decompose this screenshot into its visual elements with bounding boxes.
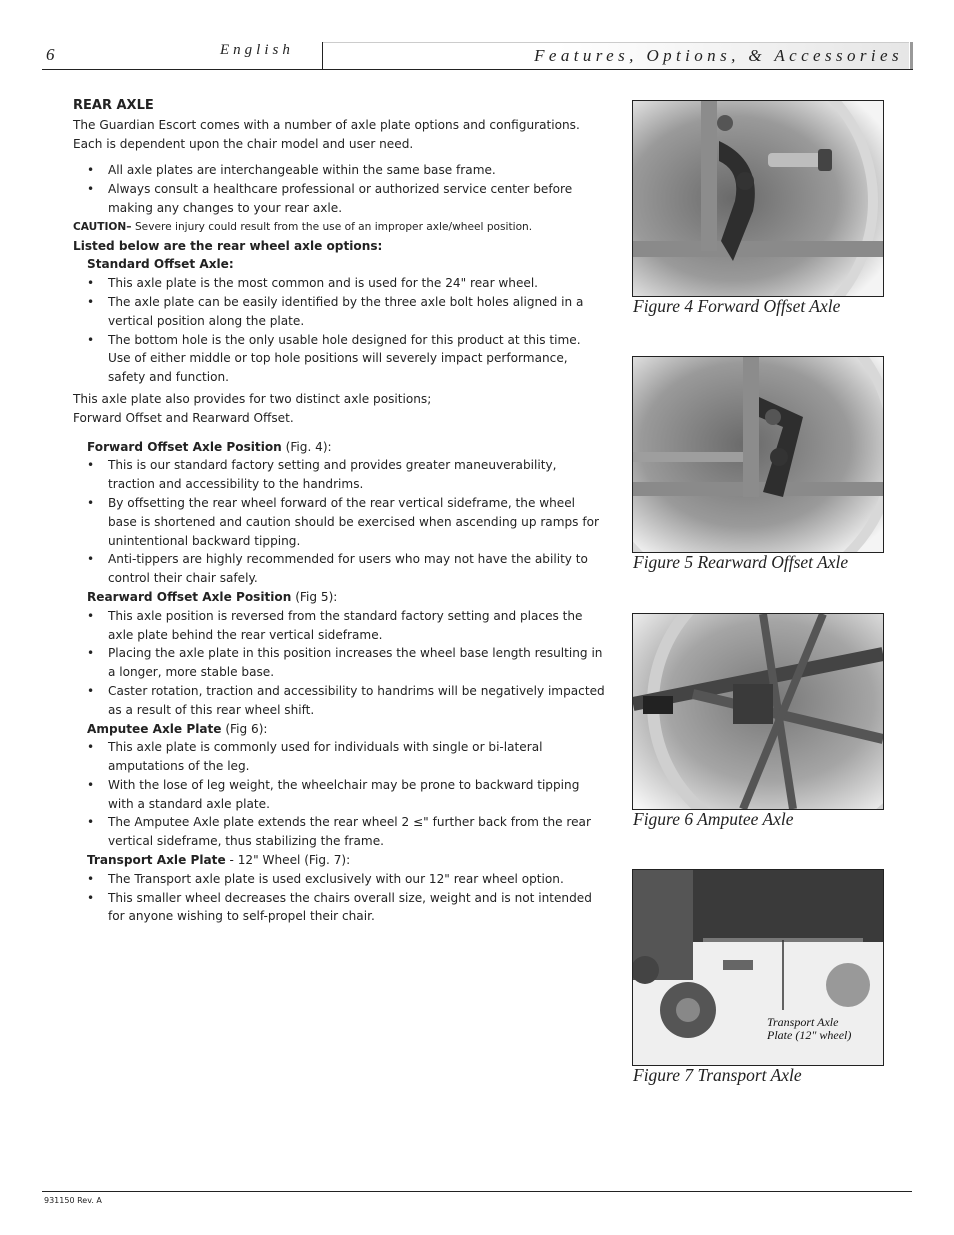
figure-6-caption: Figure 6 Amputee Axle bbox=[633, 809, 794, 829]
intro-paragraph: The Guardian Escort comes with a number of axle plate options and configurations. Each is dependent upon the chair model and user need. bbox=[73, 117, 580, 151]
main-text bbox=[73, 97, 605, 926]
list-item: • The bottom hole is the only usable hole designed for this product at this time. Use of either middle or top hole positions will severely impact performance, safety and function. bbox=[73, 331, 605, 387]
intro-list bbox=[73, 161, 605, 217]
figure-7-callout bbox=[767, 1016, 851, 1042]
figure-4-photo bbox=[632, 100, 884, 297]
list-item: • This is our standard factory setting and provides greater maneuverability, traction and accessibility to the handrims. bbox=[73, 456, 605, 494]
transport-heading bbox=[73, 851, 605, 870]
forward-heading bbox=[73, 438, 605, 457]
list-item: • All axle plates are interchangeable within the same base frame. bbox=[73, 161, 605, 180]
header-edge bbox=[910, 42, 913, 70]
section-title: Features, Options, & Accessories bbox=[534, 46, 903, 65]
list-item: • The axle plate can be easily identified by the three axle bolt holes aligned in a vertical position along the plate. bbox=[73, 293, 605, 331]
list-item: • Anti-tippers are highly recommended for users who may not have the ability to control their chair safely. bbox=[73, 550, 605, 588]
list-item: • This axle position is reversed from the standard factory setting and places the axle plate behind the rear vertical sideframe. bbox=[73, 607, 605, 645]
rearward-heading bbox=[73, 588, 605, 607]
caution-label: CAUTION– bbox=[73, 220, 132, 233]
list-item: • With the lose of leg weight, the wheelchair may be prone to backward tipping with a standard axle plate. bbox=[73, 776, 605, 814]
figure-5-caption: Figure 5 Rearward Offset Axle bbox=[633, 552, 849, 572]
list-item: • The Transport axle plate is used exclusively with our 12" rear wheel option. bbox=[73, 870, 605, 889]
figure-7-photo bbox=[632, 869, 884, 1066]
caution-note bbox=[73, 218, 605, 237]
options-heading: Listed below are the rear wheel axle options: bbox=[73, 238, 383, 253]
list-item: • The Amputee Axle plate extends the rear wheel 2 ≤" further back from the rear vertical sideframe, thus stabilizing the frame. bbox=[73, 813, 605, 851]
amputee-heading bbox=[73, 720, 605, 739]
list-item: • This axle plate is the most common and is used for the 24" rear wheel. bbox=[73, 274, 605, 293]
section-heading: REAR AXLE bbox=[73, 98, 154, 113]
forward-title: Forward Offset Axle Position bbox=[87, 439, 282, 454]
standard-note-1: This axle plate also provides for two distinct axle positions; bbox=[73, 391, 432, 406]
figure-5-photo bbox=[632, 356, 884, 553]
figure-7-caption: Figure 7 Transport Axle bbox=[633, 1065, 802, 1085]
page-number: 6 bbox=[46, 45, 55, 64]
standard-title: Standard Offset Axle: bbox=[87, 257, 234, 272]
forward-list bbox=[73, 456, 605, 588]
caution-text: Severe injury could result from the use of an improper axle/wheel position. bbox=[131, 220, 533, 233]
header-title-box bbox=[323, 42, 909, 70]
document-id: 931150 Rev. A bbox=[44, 1196, 102, 1205]
amputee-title: Amputee Axle Plate bbox=[87, 721, 222, 736]
page-header bbox=[42, 42, 913, 70]
amputee-ref: (Fig 6): bbox=[221, 721, 268, 736]
forward-ref: (Fig. 4): bbox=[281, 439, 332, 454]
list-item: • Always consult a healthcare professional or authorized service center before making any changes to your rear axle. bbox=[73, 180, 605, 218]
language-label: English bbox=[220, 42, 294, 58]
rearward-ref: (Fig 5): bbox=[291, 589, 338, 604]
rearward-title: Rearward Offset Axle Position bbox=[87, 589, 292, 604]
transport-ref: - 12" Wheel (Fig. 7): bbox=[225, 853, 351, 868]
standard-list bbox=[73, 274, 605, 387]
standard-note-2: Forward Offset and Rearward Offset. bbox=[73, 410, 294, 425]
figure-6-photo bbox=[632, 613, 884, 810]
amputee-list bbox=[73, 738, 605, 851]
figure-4-caption: Figure 4 Forward Offset Axle bbox=[633, 296, 841, 316]
transport-list bbox=[73, 870, 605, 926]
list-item: • Placing the axle plate in this position increases the wheel base length resulting in a longer, more stable base. bbox=[73, 644, 605, 682]
callout-line-1: Transport Axle bbox=[767, 1015, 839, 1029]
list-item: • By offsetting the rear wheel forward of the rear vertical sideframe, the wheel base is shortened and caution should be exercised when ascending up ramps for unintentional backward tipping. bbox=[73, 494, 605, 550]
transport-title: Transport Axle Plate bbox=[87, 853, 226, 868]
header-rule bbox=[42, 69, 913, 70]
list-item: • Caster rotation, traction and accessibility to handrims will be negatively impacted as a result of this rear wheel shift. bbox=[73, 682, 605, 720]
list-item: • This axle plate is commonly used for individuals with single or bi-lateral amputations of the leg. bbox=[73, 738, 605, 776]
list-item: • This smaller wheel decreases the chairs overall size, weight and is not intended for anyone wishing to self-propel their chair. bbox=[73, 889, 605, 927]
rearward-list bbox=[73, 607, 605, 720]
callout-line-2: Plate (12" wheel) bbox=[767, 1028, 852, 1042]
footer-rule bbox=[42, 1191, 912, 1192]
